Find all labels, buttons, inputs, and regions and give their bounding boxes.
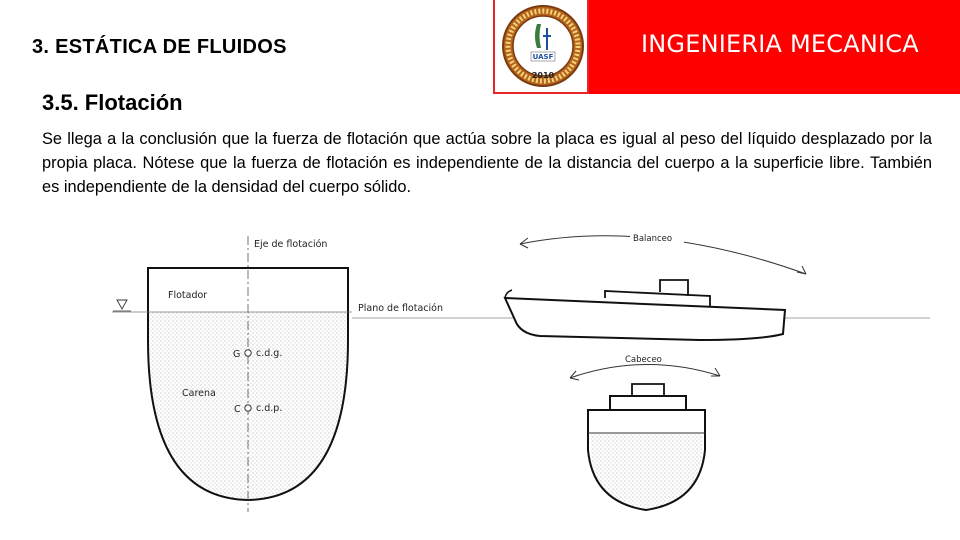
cdp-label: c.d.p. bbox=[256, 403, 283, 414]
center-of-gravity-point bbox=[245, 350, 251, 356]
cdg-label: c.d.g. bbox=[256, 348, 283, 359]
center-of-buoyancy-point bbox=[245, 405, 251, 411]
submerged-front-fill bbox=[591, 433, 702, 510]
roll-diagram bbox=[505, 233, 806, 340]
banner-title: INGENIERIA MECANICA bbox=[641, 30, 919, 58]
logo-abbrev: UASF bbox=[532, 53, 554, 61]
c-point-label: C bbox=[234, 404, 241, 415]
water-level-icon bbox=[117, 300, 127, 309]
pitch-diagram bbox=[570, 354, 720, 510]
body-paragraph: Se llega a la conclusión que la fuerza de flotación que actúa sobre la placa es igual al peso del líquido desplazado por la propia placa. Nótese que la fuerza de flotación es independiente de la distancia del cuerpo a la superficie libre. También es independiente de la densidad del cuerpo sólido. bbox=[42, 130, 932, 196]
g-point-label: G bbox=[233, 349, 241, 360]
flotation-plane-label: Plano de flotación bbox=[358, 303, 443, 314]
front-bridge bbox=[632, 384, 664, 396]
roll-label: Balanceo bbox=[633, 234, 673, 244]
hull-label: Carena bbox=[182, 388, 216, 399]
pitch-arc bbox=[570, 364, 720, 378]
section-title: 3.5. Flotación bbox=[42, 90, 183, 115]
flotation-axis-label: Eje de flotación bbox=[254, 239, 328, 250]
front-superstructure bbox=[610, 396, 686, 410]
header-title: 3. ESTÁTICA DE FLUIDOS bbox=[32, 36, 287, 58]
pitch-label: Cabeceo bbox=[625, 355, 662, 365]
logo-year: 2010 bbox=[531, 71, 555, 80]
floater-label: Flotador bbox=[168, 290, 208, 301]
floating-body-diagram bbox=[112, 236, 443, 512]
ship-hull-side bbox=[505, 298, 785, 340]
